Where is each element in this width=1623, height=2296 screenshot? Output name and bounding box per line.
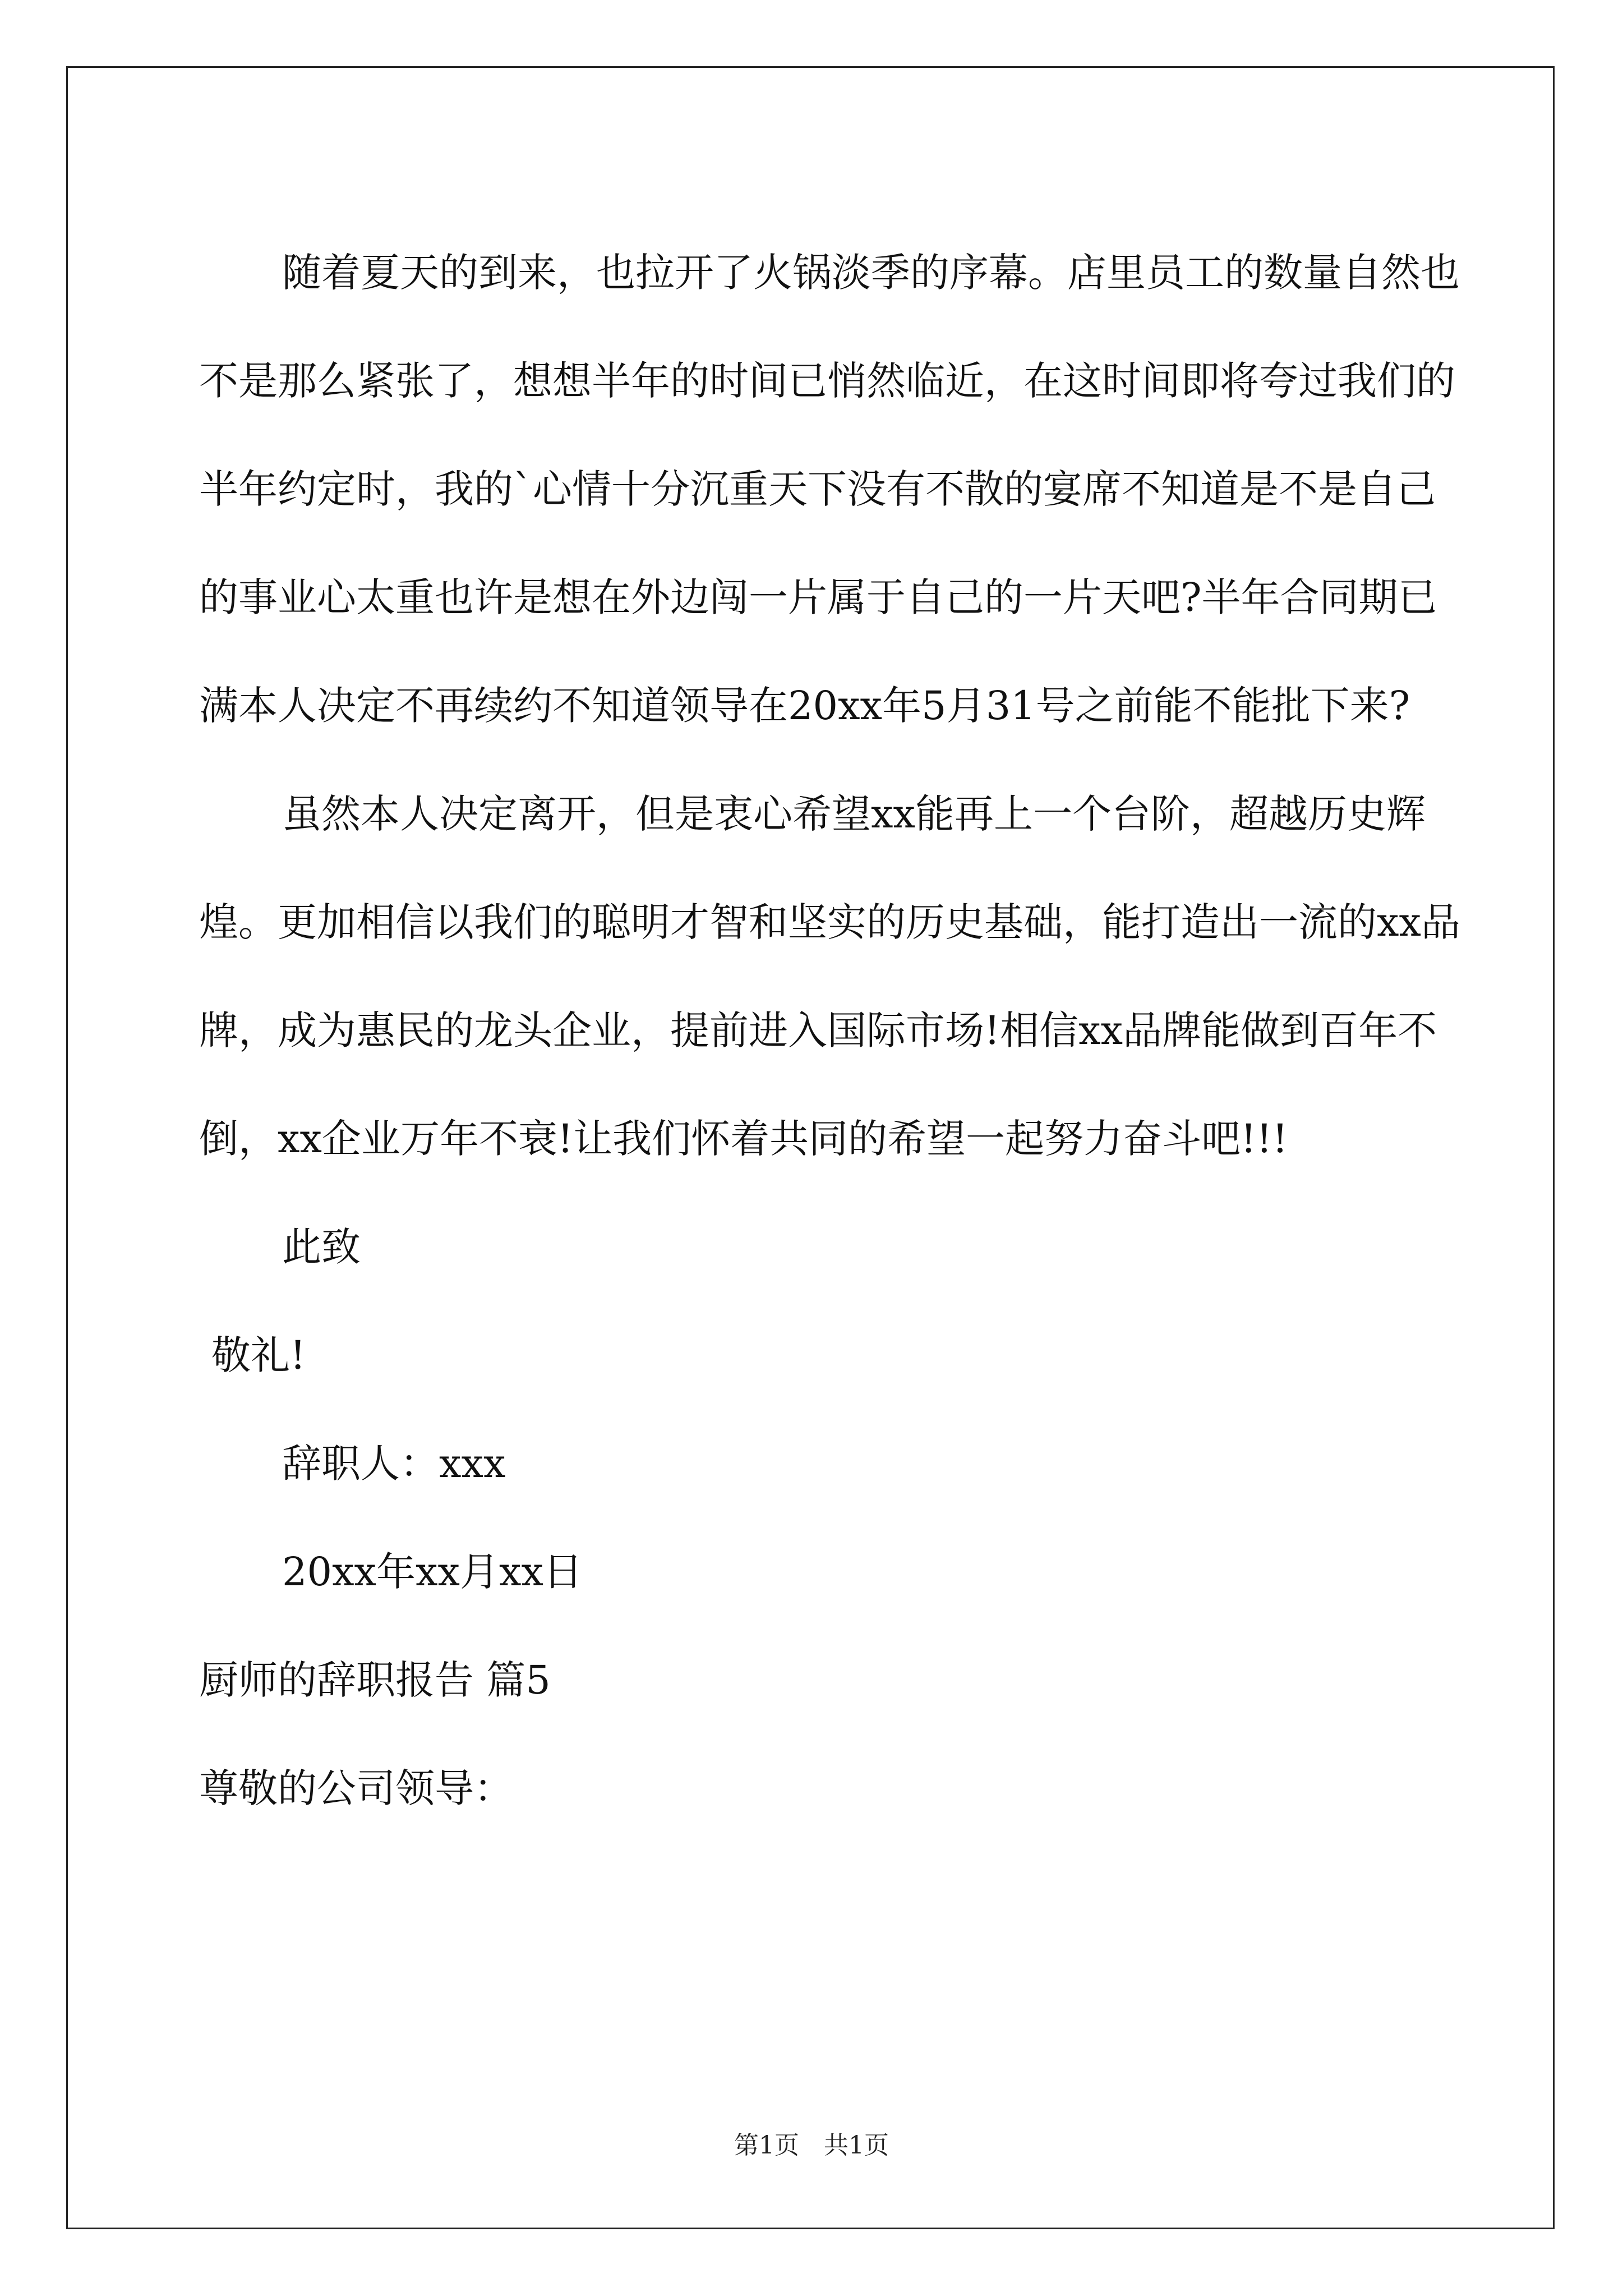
section-title: 厨师的辞职报告 篇5 (199, 1657, 551, 1703)
salutation-line: 敬礼! (211, 1332, 306, 1378)
document-body (199, 219, 1461, 1843)
greeting-line: 尊敬的公司领导： (199, 1765, 513, 1811)
page-footer: 第1页 共1页 (734, 2131, 889, 2160)
date-line: 20xx年xx月xx日 (282, 1549, 583, 1595)
closing-line: 此致 (282, 1224, 361, 1270)
signer-line: 辞职人：xxx (282, 1441, 506, 1487)
paragraph-1: 随着夏天的到来，也拉开了火锅淡季的序幕。店里员工的数量自然也不是那么紧张了，想想半年的时间已悄然临近，在这时间即将夸过我们的半年约定时，我的`心情十分沉重天下没有不散的宴席不知道是不是自己的事业心太重也许是想在外边闯一片属于自己的一片天吧?半年合同期已满本人决定不再续约不知道领导在20xx年5月31号之前能不能批下来? (199, 250, 1460, 729)
paragraph-2: 虽然本人决定离开，但是衷心希望xx能再上一个台阶，超越历史辉煌。更加相信以我们的聪明才智和坚实的历史基础，能打造出一流的xx品牌，成为惠民的龙头企业，提前进入国际市场!相信xx品牌能做到百年不倒，xx企业万年不衰!让我们怀着共同的希望一起努力奋斗吧!!! (199, 791, 1460, 1162)
